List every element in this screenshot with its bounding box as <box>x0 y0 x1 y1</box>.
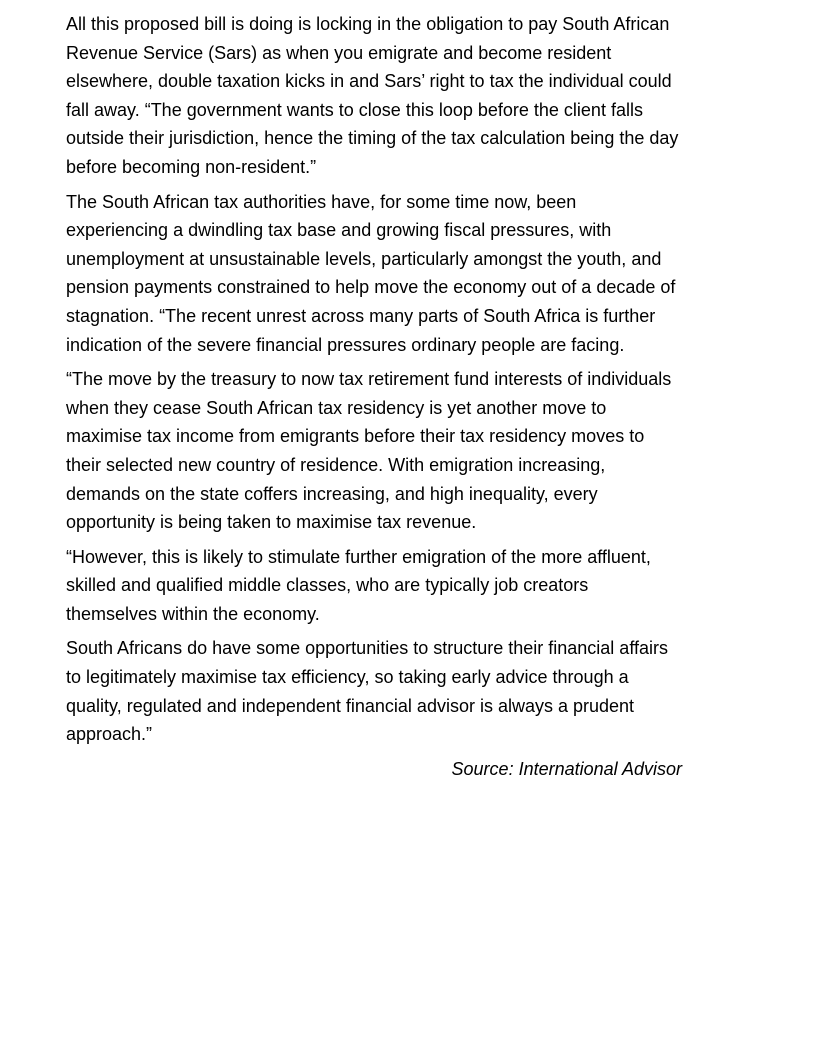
paragraph-1: All this proposed bill is doing is locking in the obligation to pay South African Revenue Service (Sars) as when you emigrate and become resident elsewhere, double taxation kicks in and Sars’ right to tax the individual could fall away. “The government wants to close this loop before the client falls outside their jurisdiction, hence the timing of the tax calculation being the day before becoming non-resident.” <box>66 14 679 177</box>
paragraph-5: South Africans do have some opportunities to structure their financial affairs to legitimately maximise tax efficiency, so taking early advice through a quality, regulated and independent financial advisor is always a prudent approach.” <box>66 638 668 745</box>
source-attribution: Source: International Advisor <box>451 758 682 779</box>
paragraph-4: “However, this is likely to stimulate further emigration of the more affluent, skilled and qualified middle classes, who are typically job creators themselves within the economy. <box>66 546 651 624</box>
paragraph-3: “The move by the treasury to now tax retirement fund interests of individuals when they cease South African tax residency is yet another move to maximise tax income from emigrants before their tax residency moves to their selected new country of residence. With emigration increasing, demands on the state coffers increasing, and high inequality, every opportunity is being taken to maximise tax revenue. <box>66 369 672 533</box>
document-page <box>66 10 682 789</box>
paragraph-2: The South African tax authorities have, for some time now, been experiencing a dwindling tax base and growing fiscal pressures, with unemployment at unsustainable levels, particularly amongst the youth, and pension payments constrained to help move the economy out of a decade of stagnation. “The recent unrest across many parts of South Africa is further indication of the severe financial pressures ordinary people are facing. <box>66 191 676 355</box>
